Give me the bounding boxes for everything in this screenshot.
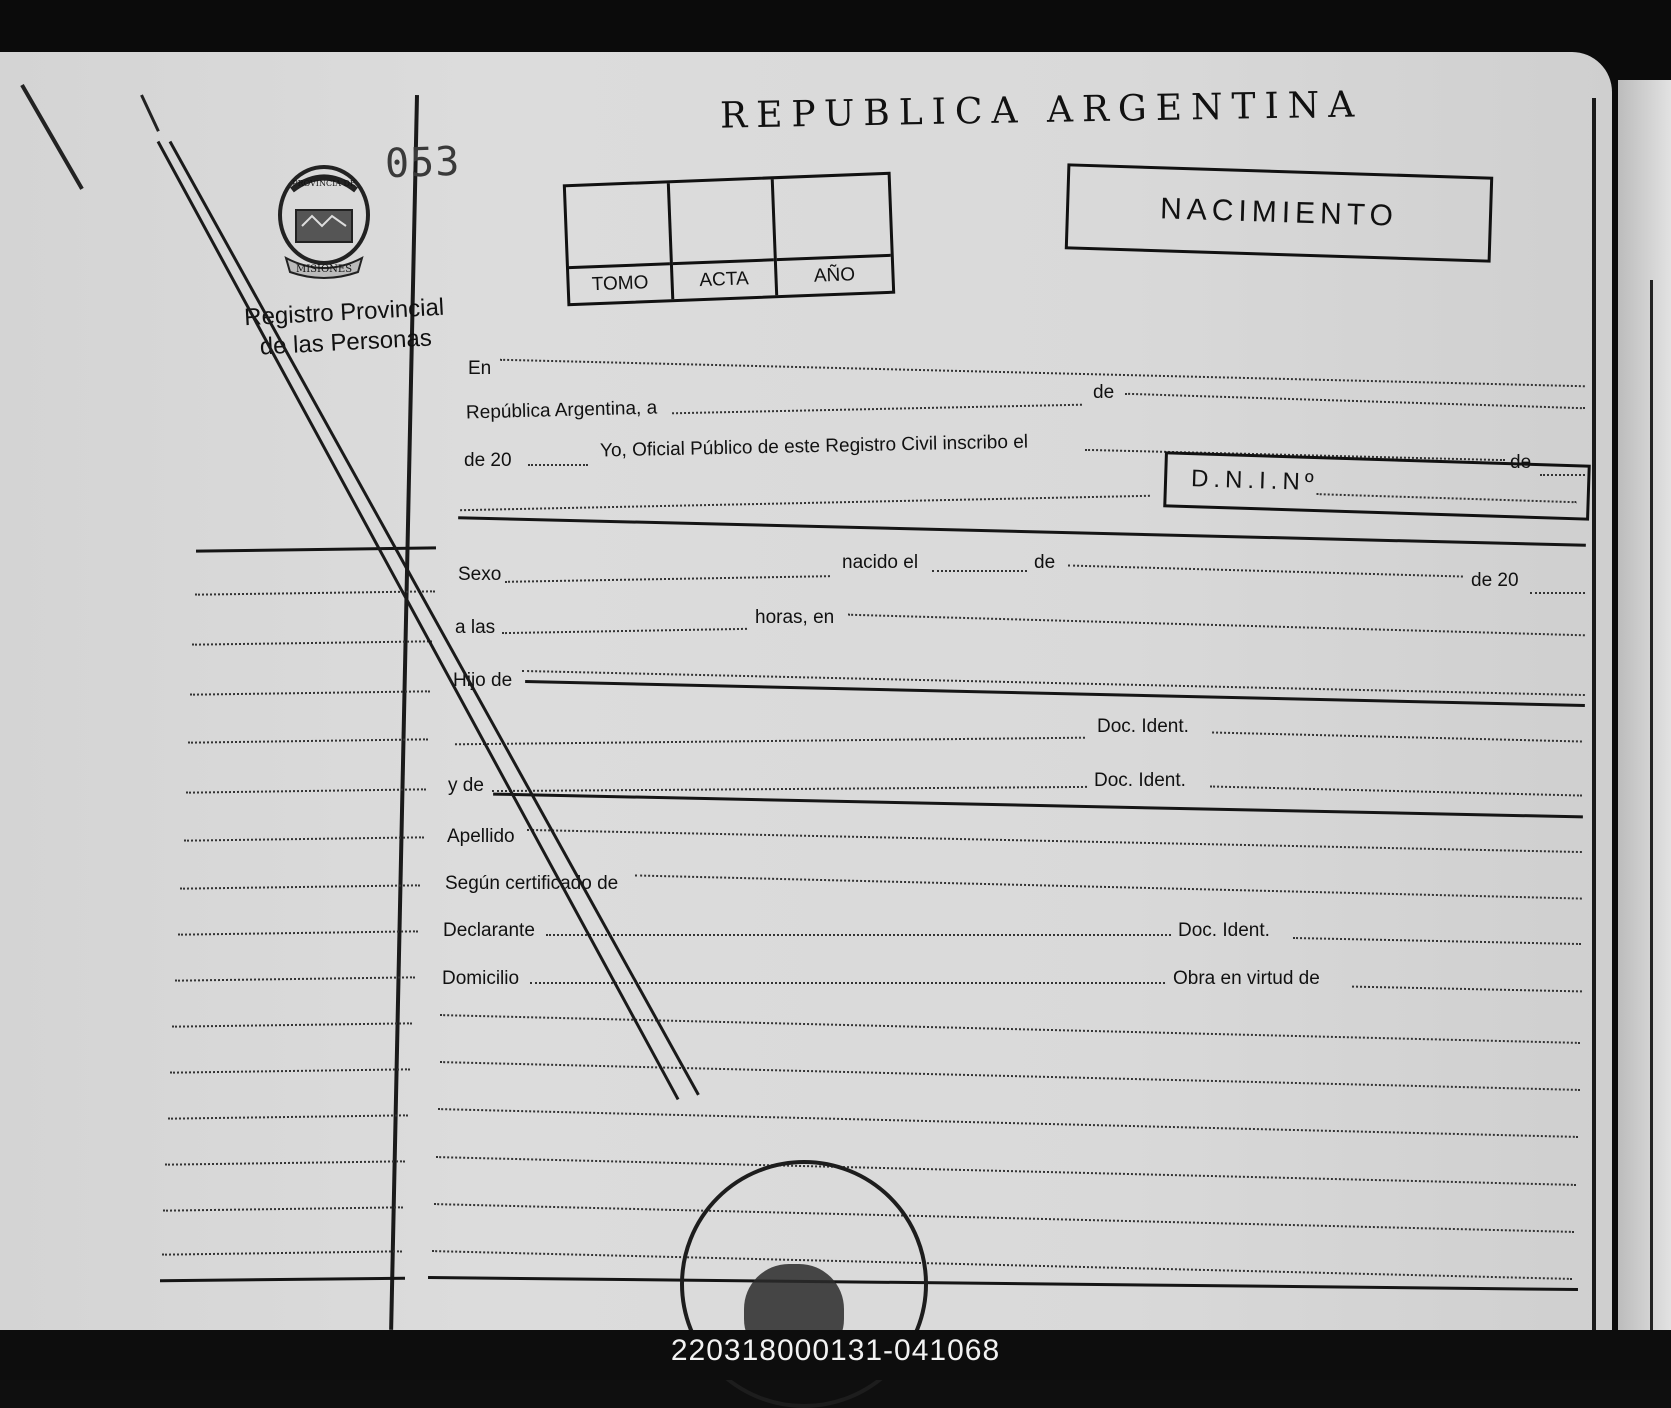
de-label: de [1093,382,1115,403]
svg-text:MISIONES: MISIONES [295,264,353,275]
birth-year-field[interactable] [1530,592,1585,594]
registry-line-2: de las Personas [259,324,433,361]
dni-field[interactable] [1317,493,1577,503]
sexo-label: Sexo [458,564,502,585]
doc-ident-label: Doc. Ident. [1097,716,1189,737]
record-type-label: NACIMIENTO [1159,192,1399,233]
dni-label: D.N.I.Nº [1190,465,1319,497]
right-frame-line [1592,98,1596,1330]
declarante-label: Declarante [443,920,535,941]
hijo-de-label: Hijo de [453,670,513,691]
record-type-box [1065,163,1493,262]
ano-label: AÑO [777,254,892,295]
reference-table [563,172,895,307]
next-page-edge [1618,80,1671,1330]
obra-label: Obra en virtud de [1173,968,1320,989]
nacido-label: nacido el [842,552,919,573]
horas-label: horas, en [755,607,835,628]
next-page-rule [1650,280,1653,1330]
registry-line-1: Registro Provincial [243,293,445,332]
a-las-label: a las [455,617,496,638]
svg-text:PROVINCIA DE: PROVINCIA DE [292,179,356,188]
scan-code: 220318000131-041068 [670,1334,1001,1367]
acta-cell[interactable] [670,179,778,299]
doc-ident-label: Doc. Ident. [1178,920,1270,941]
y-de-label: y de [448,775,484,796]
registry-label [234,292,457,363]
domicilio-field[interactable] [530,982,1165,984]
segun-certificado-label: Según certificado de [445,873,619,894]
ano-cell[interactable] [774,175,892,295]
acta-label: ACTA [673,258,775,299]
apellido-label: Apellido [447,826,515,847]
year-field[interactable] [528,464,588,466]
de-20-label: de 20 [464,450,512,471]
province-crest-icon [272,160,376,284]
tomo-label: TOMO [569,262,671,303]
declarante-field[interactable] [546,934,1171,936]
country-title: REPUBLICA ARGENTINA [719,84,1364,137]
republica-label: República Argentina, a [465,397,658,424]
domicilio-label: Domicilio [442,968,520,989]
en-label: En [468,358,492,379]
tomo-cell[interactable] [566,183,674,303]
nacido-field[interactable] [932,570,1027,572]
de-label: de [1034,552,1056,573]
de-20-label: de 20 [1471,570,1519,591]
doc-ident-label: Doc. Ident. [1094,770,1186,791]
de-label: de [1510,452,1532,473]
oficial-label: Yo, Oficial Público de este Registro Civil inscribo el [599,431,1029,462]
document-number: 053 [384,138,462,188]
